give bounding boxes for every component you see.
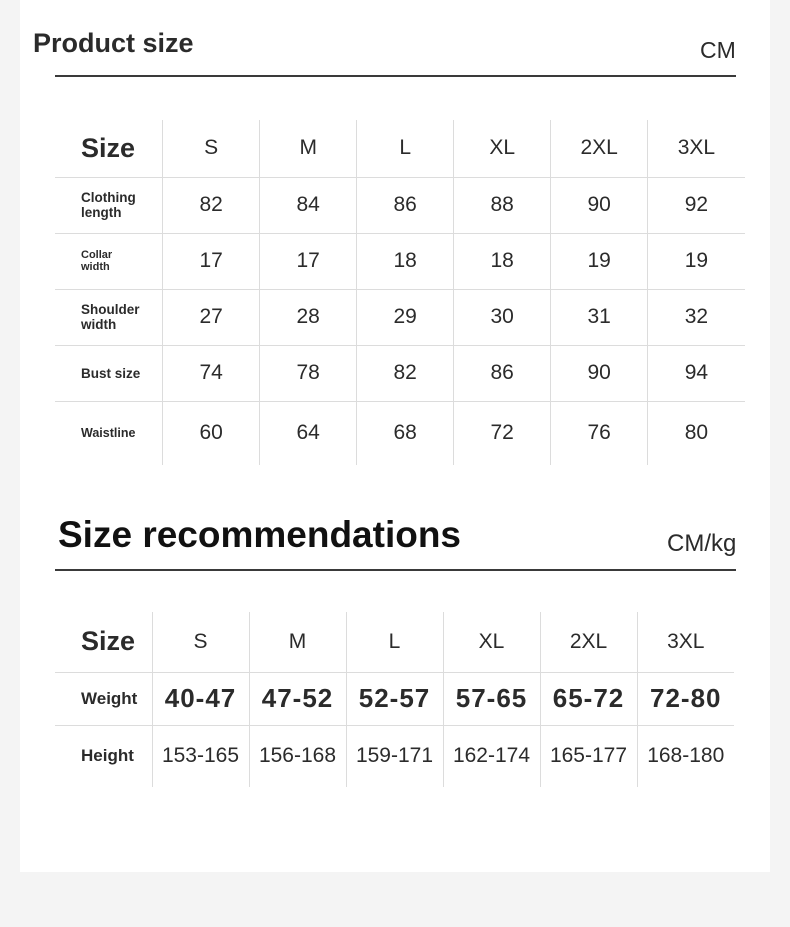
table-cell: 28 [260,289,357,345]
table-cell: 19 [551,233,648,289]
table-cell: 86 [357,177,454,233]
table-cell: 68 [357,401,454,465]
table-cell: 90 [551,177,648,233]
table-row [55,401,745,465]
row-label-collar-width: Collar width [55,233,163,289]
table-cell: 90 [551,345,648,401]
table-cell: 92 [648,177,745,233]
size-column-header: 3XL [667,629,705,653]
table-cell: 84 [260,177,357,233]
table-row [55,177,745,233]
table-header-row [55,612,734,672]
table-cell: 17 [260,233,357,289]
row-label-weight: Weight [55,672,152,725]
size-recommendations-table [55,612,734,787]
size-header-label: Size [55,612,152,672]
table-cell: 74 [163,345,260,401]
size-header-label: Size [55,120,163,177]
table-cell: 27 [163,289,260,345]
table-cell: 18 [357,233,454,289]
size-recommendations-title: Size recommendations [58,514,462,555]
table-cell: 32 [648,289,745,345]
table-cell: 19 [648,233,745,289]
size-column-header: XL [443,612,540,672]
table-cell: 86 [454,345,551,401]
row-label-height: Height [55,725,152,787]
table-cell: 52-57 [346,672,443,725]
table-cell: 18 [454,233,551,289]
size-column-header: S [152,612,249,672]
table-row [55,233,745,289]
table-cell: 80 [648,401,745,465]
size-column-header: 3XL [677,136,716,160]
table-cell: 17 [163,233,260,289]
size-column-header: L [346,612,443,672]
size-column-header: M [260,120,357,177]
size-column-header: M [249,612,346,672]
table-cell: 72-80 [637,672,734,725]
table-row [55,672,734,725]
table-header-row [55,120,745,177]
size-column-header: XL [454,120,551,177]
table-cell: 29 [357,289,454,345]
product-size-table [55,120,745,465]
table-row [55,725,734,787]
row-label-bust-size: Bust size [55,345,163,401]
size-column-header: S [163,120,260,177]
table-cell: 30 [454,289,551,345]
size-column-header: 2XL [551,120,648,177]
product-size-title: Product size [33,28,194,58]
size-recommendations-unit: CM/kg [667,530,737,557]
table-row [55,345,745,401]
size-column-header: 2XL [540,612,637,672]
table-cell: 165-177 [540,725,637,787]
table-cell: 64 [260,401,357,465]
table-row [55,289,745,345]
table-cell: 76 [551,401,648,465]
product-size-unit: CM [700,37,736,63]
size-recommendations-divider [55,569,736,571]
row-label-shoulder-width: Shoulder width [55,289,163,345]
product-size-divider [55,75,736,77]
table-cell: 159-171 [346,725,443,787]
table-cell: 65-72 [540,672,637,725]
table-cell: 57-65 [443,672,540,725]
table-cell: 47-52 [249,672,346,725]
table-cell: 82 [163,177,260,233]
row-label-waistline: Waistline [55,401,163,465]
table-cell: 31 [551,289,648,345]
table-cell: 78 [260,345,357,401]
table-cell: 40-47 [152,672,249,725]
table-cell: 82 [357,345,454,401]
table-cell: 162-174 [443,725,540,787]
table-cell: 94 [648,345,745,401]
table-cell: 72 [454,401,551,465]
table-cell: 88 [454,177,551,233]
size-column-header: L [357,120,454,177]
table-cell: 60 [163,401,260,465]
table-cell: 168-180 [637,725,734,787]
row-label-clothing-length: Clothing length [55,177,163,233]
table-cell: 156-168 [249,725,346,787]
table-cell: 153-165 [152,725,249,787]
